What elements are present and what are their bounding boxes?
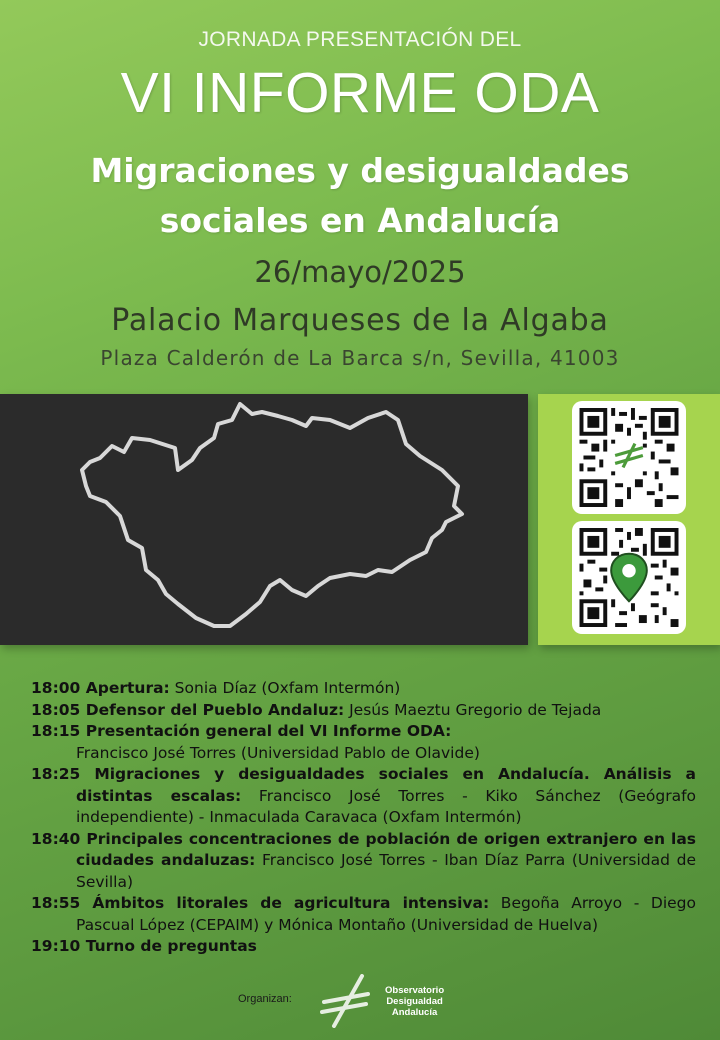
qr-code-location-icon [579,528,679,627]
subtitle-line-2: sociales en Andalucía [159,201,561,240]
subtitle [0,146,720,246]
agenda-time: 18:25 [31,765,81,783]
kicker-text: JORNADA PRESENTACIÓN DEL [198,28,522,51]
agenda-text: Francisco José Torres - Iban Díaz Parra (Universidad de Sevilla) [76,851,696,891]
agenda-item-5 [31,829,696,894]
agenda-heading: Turno de preguntas [85,937,257,955]
oda-logo-text [385,985,444,1018]
agenda-time: 18:05 [31,700,81,719]
agenda-text: Jesús Maeztu Gregorio de Tejada [344,700,602,719]
agenda-text: Sonia Díaz (Oxfam Intermón) [169,679,401,697]
agenda-heading: Principales concentraciones de población de origen extranjero en las ciudades andaluzas: [76,829,696,869]
agenda-heading: Ámbitos litorales de agricultura intensiva: [92,894,490,912]
agenda-item-1 [31,678,696,700]
agenda-time: 18:15 [31,722,81,740]
agenda-heading: Apertura: [85,679,170,697]
qr-code-icon [579,408,679,507]
agenda-item-4 [31,764,696,829]
agenda-time: 18:40 [31,829,81,848]
agenda-time: 19:10 [31,937,81,955]
map-panel [0,394,528,645]
agenda-time: 18:00 [31,679,81,697]
organizers-label: Organizan: [238,993,292,1005]
qr-panel [538,394,720,645]
agenda-item-6 [31,893,696,936]
event-date: 26/mayo/2025 [254,255,466,289]
event-venue: Palacio Marqueses de la Algaba [111,303,609,338]
agenda-item-2 [31,700,696,722]
agenda-item-3 [31,721,696,764]
qr-card-1[interactable] [572,401,686,514]
event-address: Plaza Calderón de La Barca s/n, Sevilla, 41003 [100,346,620,370]
agenda-heading: Migraciones y desigualdades sociales en Andalucía. Análisis a distintas escalas: [76,765,696,805]
agenda [31,678,696,958]
logo-line-3: Andalucía [391,1007,438,1018]
agenda-text: Begoña Arroyo - Diego Pascual López (CEPAIM) y Mónica Montaño (Universidad de Huelva) [76,894,696,934]
page-title: VI INFORME ODA [120,61,600,125]
agenda-time: 18:55 [31,894,81,912]
subtitle-line-1: Migraciones y desigualdades [90,151,630,190]
agenda-heading: Defensor del Pueblo Andaluz: [85,700,345,719]
andalucia-map-icon [0,394,528,645]
logo-line-2: Desigualdad [386,996,443,1007]
agenda-text: Francisco José Torres - Kiko Sánchez (Geógrafo independiente) - Inmaculada Caravaca (Oxfam Intermón) [76,786,697,826]
agenda-heading: Presentación general del VI Informe ODA: [85,722,452,740]
agenda-item-7 [31,936,696,958]
logo-line-1: Observatorio [385,985,445,996]
agenda-text: Francisco José Torres (Universidad Pablo de Olavide) [76,743,480,762]
qr-card-2[interactable] [572,521,686,634]
